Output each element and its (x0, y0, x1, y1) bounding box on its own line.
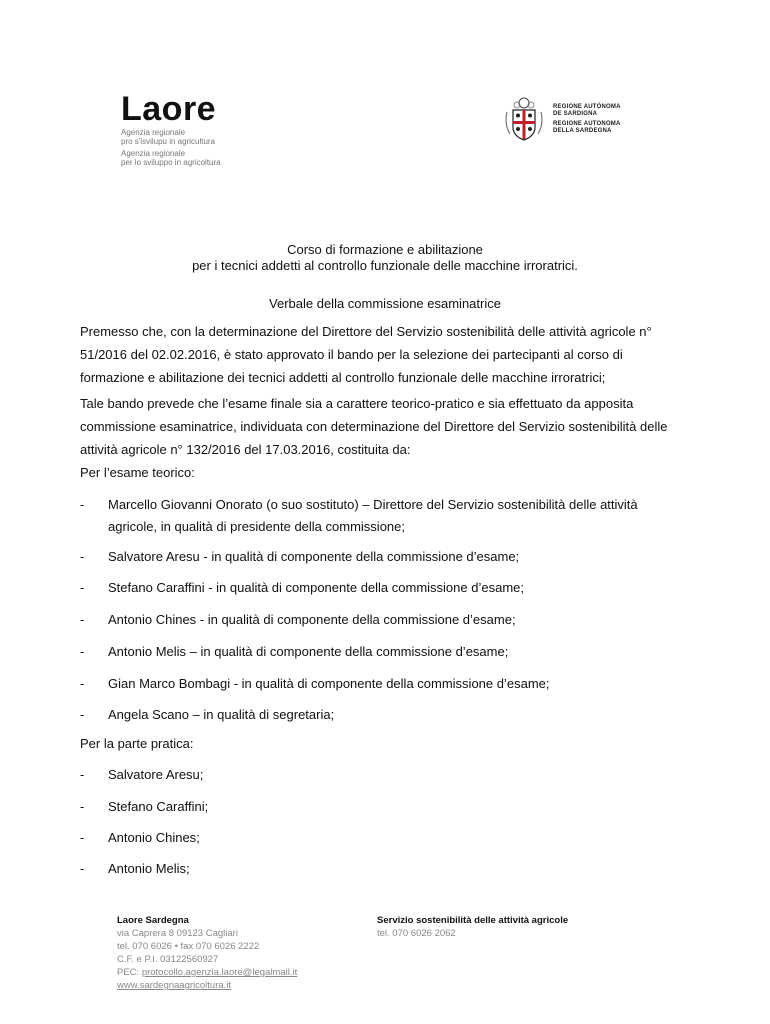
pec-email-link[interactable]: protocollo.agenzia.laore@legalmail.it (141, 967, 298, 978)
list-item: - Antonio Melis; (80, 861, 190, 876)
footer-address: via Caprera 8 09123 Cagliari (117, 928, 238, 939)
logo-subtitle-line: pro s'isvilupu in agricultura (121, 137, 216, 146)
list-item: - Antonio Chines - in qualità di componente della commissione d’esame; (80, 612, 516, 627)
coat-of-arms-icon (501, 94, 547, 142)
footer-contact-service (377, 914, 637, 940)
list-item: - Marcello Giovanni Onorato (o suo sostituto) – Direttore del Servizio sostenibilità delle attività agricole, in qualità di presidente della commissione; (80, 497, 638, 534)
title-line-1: Corso di formazione e abilitazione (287, 242, 483, 257)
list-item: - Angela Scano – in qualità di segretaria; (80, 707, 335, 722)
laore-logo (121, 92, 241, 167)
footer-service-name: Servizio sostenibilità delle attività agricole (377, 915, 569, 926)
footer-tax-id: C.F. e P.I. 03122560927 (117, 954, 219, 965)
list-item: - Antonio Melis – in qualità di componente della commissione d’esame; (80, 644, 509, 659)
paragraph-bando: Tale bando prevede che l’esame finale sia a carattere teorico-pratico e sia effettuato da apposita commissione esaminatrice, individuata con determinazione del Direttore del Servizio sostenibilità delle attività agricole n° 132/2016 del 17.03.2016, costituita da: (80, 396, 668, 457)
paragraph-premise: Premesso che, con la determinazione del Direttore del Servizio sostenibilità delle attività agricole n° 51/2016 del 02.02.2016, è stato approvato il bando per la selezione dei partecipanti al corso di formazione e abilitazione dei tecnici addetti al controllo funzionale delle macchine irroratrici; (80, 324, 652, 385)
logo-wordmark: Laore (121, 90, 217, 128)
region-name-line: DELLA SARDEGNA (553, 128, 612, 134)
footer-agency-name: Laore Sardegna (117, 915, 189, 926)
list-item: - Salvatore Aresu; (80, 767, 204, 782)
website-link[interactable]: www.sardegnaagricoltura.it (117, 980, 232, 991)
list-item: - Antonio Chines; (80, 830, 200, 845)
list-item: - Stefano Caraffini; (80, 799, 209, 814)
document-subtitle: Verbale della commissione esaminatrice (269, 296, 501, 311)
list-item: - Salvatore Aresu - in qualità di componente della commissione d’esame; (80, 549, 520, 564)
footer-contact-agency (117, 914, 357, 992)
list-item: - Stefano Caraffini - in qualità di componente della commissione d’esame; (80, 580, 524, 595)
document-title (0, 242, 770, 274)
logo-subtitle-line: Agenzia regionale (121, 128, 186, 137)
title-line-2: per i tecnici addetti al controllo funzionale delle macchine irroratrici. (192, 258, 578, 273)
practice-section-label: Per la parte pratica: (80, 736, 194, 751)
footer-pec: PEC: protocollo.agenzia.laore@legalmail.it (117, 967, 298, 978)
region-name-line: REGIONE AUTONOMA (553, 121, 621, 127)
list-item: - Gian Marco Bombagi - in qualità di componente della commissione d’esame; (80, 676, 550, 691)
region-name-line: DE SARDIGNA (553, 111, 598, 117)
region-name-line: REGIONE AUTÒNOMA (553, 104, 621, 110)
logo-subtitle-line: per lo sviluppo in agricoltura (121, 158, 221, 167)
theory-section-label: Per l’esame teorico: (80, 465, 195, 480)
footer-service-phone: tel. 070 6026 2062 (377, 928, 456, 939)
logo-subtitle-line: Agenzia regionale (121, 149, 186, 158)
footer-phone: tel. 070 6026 • fax 070 6026 2222 (117, 941, 260, 952)
